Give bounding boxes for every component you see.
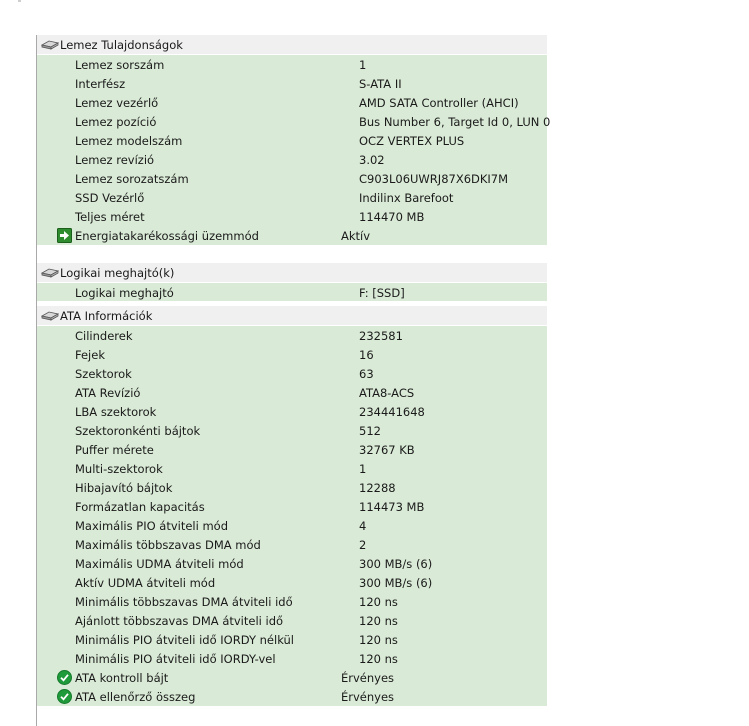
property-label-cell	[37, 367, 357, 381]
property-label-cell	[37, 348, 357, 362]
section-ata-info	[37, 306, 547, 706]
property-value: 3.02	[359, 152, 385, 167]
property-label: LBA szektorok	[75, 404, 157, 419]
property-row[interactable]	[37, 364, 547, 383]
property-label-cell	[37, 405, 357, 419]
property-value: 2	[359, 537, 367, 552]
property-label-cell	[37, 443, 357, 457]
property-row[interactable]	[37, 573, 547, 592]
property-value: 234441648	[359, 404, 425, 419]
property-value: Érvényes	[341, 689, 395, 704]
property-row[interactable]	[37, 402, 547, 421]
property-row[interactable]	[37, 169, 547, 188]
property-label-cell	[37, 172, 357, 186]
property-label: Lemez sorszám	[75, 57, 165, 72]
property-row[interactable]	[37, 497, 547, 516]
property-value: Érvényes	[341, 670, 395, 685]
property-value: Aktív	[341, 228, 371, 243]
property-label: Teljes méret	[75, 209, 145, 224]
property-label-cell	[37, 58, 357, 72]
section-title: ATA Információk	[60, 308, 153, 323]
property-label: ATA Revízió	[75, 385, 141, 400]
property-value: 12288	[359, 480, 396, 495]
property-label: Cilinderek	[75, 328, 133, 343]
property-row[interactable]	[37, 592, 547, 611]
section-rows	[37, 283, 547, 302]
property-row[interactable]	[37, 131, 547, 150]
property-label: Maximális UDMA átviteli mód	[75, 556, 244, 571]
section-logical-drives	[37, 263, 547, 302]
property-label: Minimális többszavas DMA átviteli idő	[75, 594, 293, 609]
property-label: Energiatakarékossági üzemmód	[75, 228, 259, 243]
property-row[interactable]	[37, 649, 547, 668]
property-row[interactable]	[37, 112, 551, 131]
property-value: F: [SSD]	[359, 285, 405, 300]
property-value: 114473 MB	[359, 499, 425, 514]
property-label-cell	[37, 115, 357, 129]
corner-speck	[18, 0, 21, 2]
property-label-cell	[37, 424, 357, 438]
property-label-cell	[37, 96, 357, 110]
property-label-cell	[37, 519, 357, 533]
property-row[interactable]	[37, 55, 547, 74]
section-rows	[37, 326, 547, 706]
property-label: Lemez vezérlő	[75, 95, 159, 110]
section-header[interactable]	[37, 263, 547, 283]
property-row[interactable]	[37, 478, 547, 497]
property-label-cell	[37, 153, 357, 167]
property-value: 16	[359, 347, 374, 362]
property-row[interactable]	[37, 150, 547, 169]
property-row[interactable]	[37, 421, 547, 440]
property-value: 120 ns	[359, 632, 398, 647]
property-value: 4	[359, 518, 367, 533]
property-label: Minimális PIO átviteli idő IORDY-vel	[75, 651, 276, 666]
property-label-cell	[37, 329, 357, 343]
property-label: Ajánlott többszavas DMA átviteli idő	[75, 613, 284, 628]
section-title: Lemez Tulajdonságok	[60, 37, 183, 52]
property-label: ATA ellenőrző összeg	[75, 689, 196, 704]
property-label: Maximális többszavas DMA mód	[75, 537, 261, 552]
section-disk-properties	[37, 35, 551, 245]
property-value: AMD SATA Controller (AHCI)	[359, 95, 519, 110]
property-label: Szektoronkénti bájtok	[75, 423, 201, 438]
property-label-cell	[37, 689, 339, 704]
property-value: 232581	[359, 328, 403, 343]
property-row[interactable]	[37, 207, 547, 226]
property-label-cell	[37, 481, 357, 495]
property-label: Puffer mérete	[75, 442, 154, 457]
property-label-cell	[37, 633, 357, 647]
property-value: 120 ns	[359, 594, 398, 609]
property-value: OCZ VERTEX PLUS	[359, 133, 465, 148]
arrow-right-icon	[57, 228, 72, 243]
property-label-cell	[37, 500, 357, 514]
property-row[interactable]	[37, 459, 547, 478]
property-label-cell	[37, 77, 357, 91]
property-label-cell	[37, 386, 357, 400]
section-header[interactable]	[37, 306, 547, 326]
property-label-cell	[37, 538, 357, 552]
property-row[interactable]	[37, 93, 547, 112]
property-label-cell	[37, 134, 357, 148]
property-row[interactable]	[37, 687, 547, 706]
property-label: Interfész	[75, 76, 126, 91]
property-row[interactable]	[37, 611, 547, 630]
property-value: 114470 MB	[359, 209, 425, 224]
property-label-cell	[37, 557, 357, 571]
property-label: Lemez sorozatszám	[75, 171, 189, 186]
property-panel	[36, 35, 551, 726]
property-label: Aktív UDMA átviteli mód	[75, 575, 216, 590]
property-label: Hibajavító bájtok	[75, 480, 173, 495]
property-label: Minimális PIO átviteli idő IORDY nélkül	[75, 632, 294, 647]
property-label-cell	[37, 595, 357, 609]
property-label: Lemez pozíció	[75, 114, 157, 129]
property-value: Bus Number 6, Target Id 0, LUN 0	[359, 114, 551, 129]
property-label: Szektorok	[75, 366, 132, 381]
property-label: Formázatlan kapacitás	[75, 499, 205, 514]
property-value: Indilinx Barefoot	[359, 190, 454, 205]
property-value: ATA8-ACS	[359, 385, 415, 400]
property-row[interactable]	[37, 440, 547, 459]
property-row[interactable]	[37, 516, 547, 535]
disk-drive-icon	[41, 310, 59, 322]
property-label-cell	[37, 191, 357, 205]
property-row[interactable]	[37, 668, 547, 687]
property-row[interactable]	[37, 188, 547, 207]
property-row[interactable]	[37, 554, 547, 573]
property-label-cell	[37, 286, 357, 300]
property-value: 300 MB/s (6)	[359, 575, 433, 590]
property-value: S-ATA II	[359, 76, 402, 91]
property-label: Lemez revízió	[75, 152, 155, 167]
disk-drive-icon	[41, 267, 59, 279]
disk-drive-icon	[41, 39, 59, 51]
property-row[interactable]	[37, 326, 547, 345]
property-label: Lemez modelszám	[75, 133, 183, 148]
section-rows	[37, 55, 551, 245]
property-label: Logikai meghajtó	[75, 285, 174, 300]
property-row[interactable]	[37, 630, 547, 649]
property-label-cell	[37, 576, 357, 590]
property-label-cell	[37, 462, 357, 476]
property-label-cell	[37, 614, 357, 628]
property-row[interactable]	[37, 226, 547, 245]
property-label: Multi-szektorok	[75, 461, 163, 476]
property-row[interactable]	[37, 535, 547, 554]
property-value: 32767 KB	[359, 442, 415, 457]
property-label-cell	[37, 652, 357, 666]
property-row[interactable]	[37, 74, 547, 93]
property-value: 120 ns	[359, 613, 398, 628]
property-value: 1	[359, 57, 367, 72]
property-label-cell	[37, 210, 357, 224]
property-row[interactable]	[37, 283, 547, 302]
section-header[interactable]	[37, 35, 547, 55]
property-label: ATA kontroll bájt	[75, 670, 169, 685]
property-label-cell	[37, 670, 339, 685]
property-value: 120 ns	[359, 651, 398, 666]
section-title: Logikai meghajtó(k)	[60, 265, 175, 280]
check-icon	[57, 670, 72, 685]
property-label: Maximális PIO átviteli mód	[75, 518, 229, 533]
property-row[interactable]	[37, 345, 547, 364]
property-value: C903L06UWRJ87X6DKI7M	[359, 171, 509, 186]
property-value: 1	[359, 461, 367, 476]
property-value: 512	[359, 423, 381, 438]
property-label: Fejek	[75, 347, 105, 362]
property-value: 300 MB/s (6)	[359, 556, 433, 571]
property-value: 63	[359, 366, 374, 381]
property-label-cell	[37, 228, 339, 243]
check-icon	[57, 689, 72, 704]
property-label: SSD Vezérlő	[75, 190, 145, 205]
property-row[interactable]	[37, 383, 547, 402]
